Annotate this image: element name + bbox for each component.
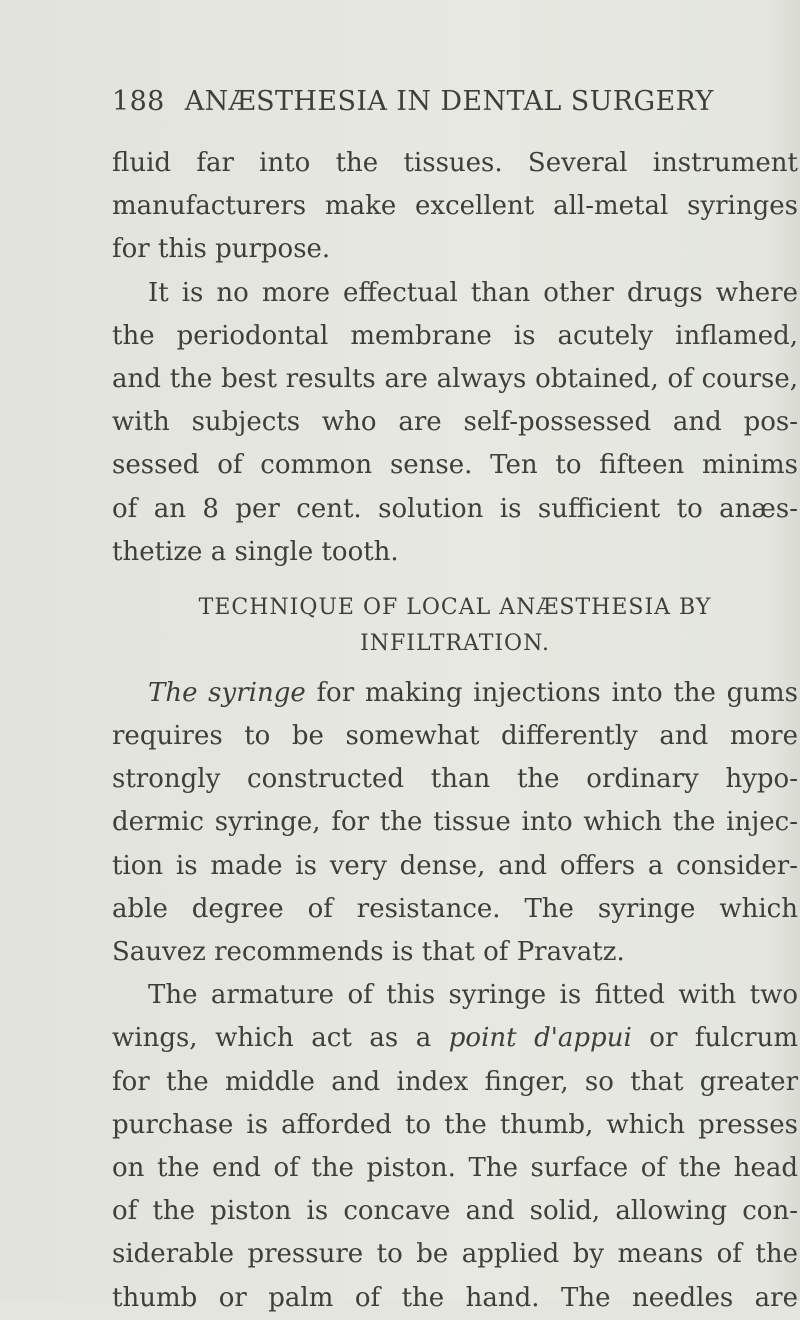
text-line: strongly constructed than the ordinary hypo-	[112, 764, 798, 795]
text-span: or fulcrum	[631, 1023, 799, 1054]
text-line: fluid far into the tissues. Several instrument	[112, 148, 798, 178]
text-line: the periodontal membrane is acutely inflamed,	[112, 320, 798, 351]
text-line: tion is made is very dense, and offers a consider-	[112, 850, 798, 881]
text-line: thumb or palm of the hand. The needles are	[112, 1282, 798, 1313]
section-heading-line-1: TECHNIQUE OF LOCAL ANÆSTHESIA BY	[198, 594, 712, 620]
text-line: for the middle and index finger, so that greater	[112, 1066, 798, 1097]
page-number: 188	[112, 86, 165, 117]
text-line: purchase is afforded to the thumb, which presses	[112, 1109, 798, 1140]
text-line: Sauvez recommends is that of Pravatz.	[112, 937, 625, 967]
text-span: wings, which act as a	[112, 1023, 449, 1054]
text-line: able degree of resistance. The syringe which	[112, 893, 798, 924]
text-line	[112, 672, 798, 715]
text-line: sessed of common sense. Ten to fifteen minims	[112, 450, 798, 481]
section-heading-line-2: INFILTRATION.	[360, 630, 550, 656]
italic-phrase: point d'appui	[448, 1023, 632, 1054]
body-text	[112, 142, 798, 1320]
text-line: The armature of this syringe is fitted with two	[148, 980, 798, 1011]
text-line: siderable pressure to be applied by means of the	[112, 1239, 798, 1270]
running-head	[112, 86, 794, 117]
text-line: of the piston is concave and solid, allowing con-	[112, 1196, 798, 1227]
text-line: and the best results are always obtained, of course,	[112, 363, 798, 394]
text-line: manufacturers make excellent all-metal syringes	[112, 191, 798, 222]
text-line: thetize a single tooth.	[112, 536, 399, 567]
text-line	[112, 1017, 798, 1060]
italic-phrase: The syringe	[148, 677, 306, 708]
text-line: requires to be somewhat differently and more	[112, 721, 798, 752]
text-line: with subjects who are self-possessed and pos-	[112, 407, 798, 438]
text-line: It is no more effectual than other drugs where	[148, 277, 798, 308]
text-line: for this purpose.	[112, 234, 331, 265]
text-line: on the end of the piston. The surface of the head	[112, 1152, 798, 1183]
text-line: of an 8 per cent. solution is sufficient to anæs-	[112, 493, 798, 524]
running-title: ANÆSTHESIA IN DENTAL SURGERY	[184, 86, 714, 117]
text-span: for making injections into the gums	[305, 677, 798, 708]
text-line: dermic syringe, for the tissue into which the injec-	[112, 807, 798, 838]
